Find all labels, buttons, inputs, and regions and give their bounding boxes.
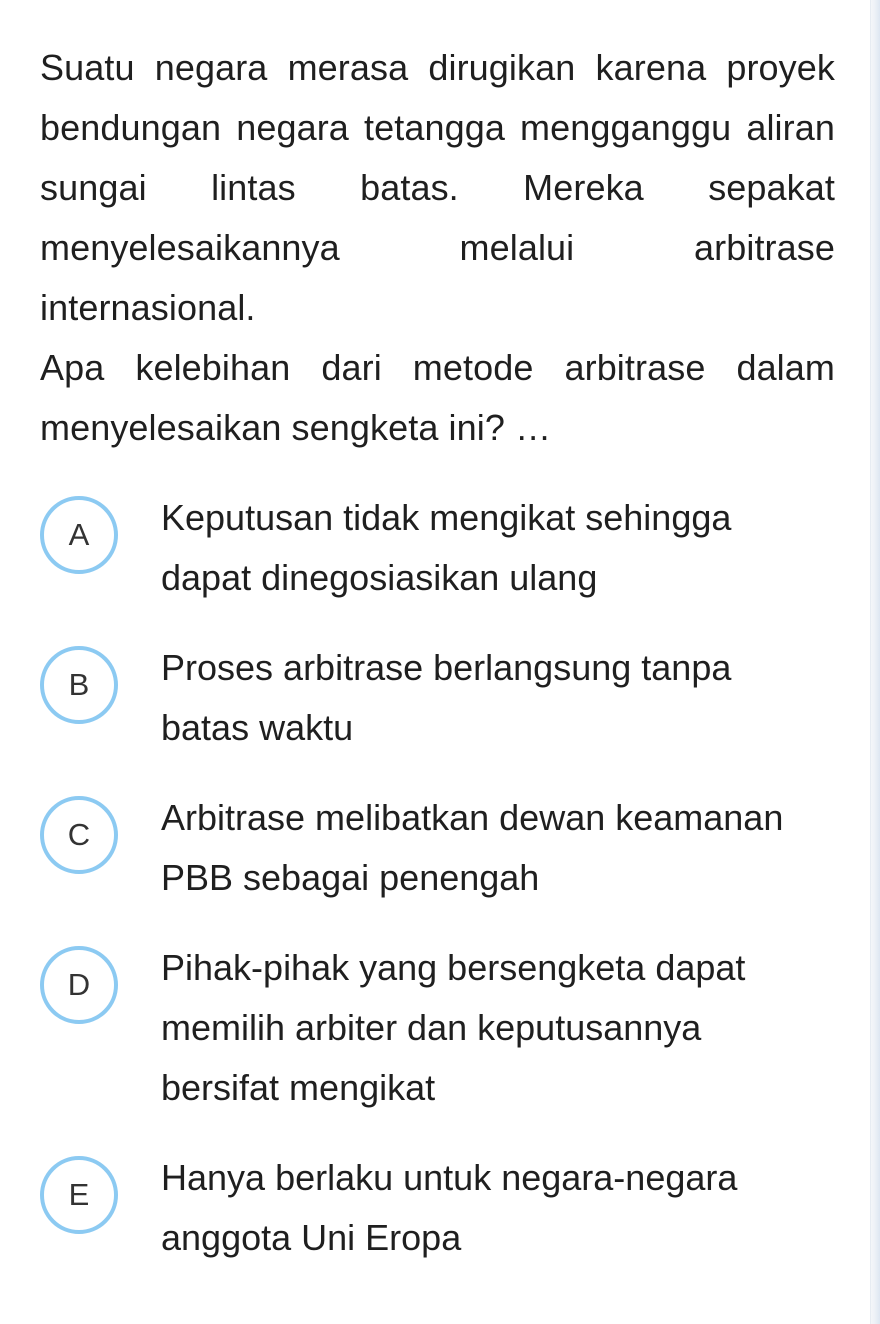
answer-options: [40, 496, 840, 1266]
question-context: Suatu negara merasa dirugikan karena proyek bendungan negara tetangga mengganggu aliran sungai lintas batas. Mereka sepakat menyelesaikannya melalui arbitrase internasional.: [40, 47, 835, 328]
option-d-radio[interactable]: [40, 946, 118, 1024]
option-b-radio[interactable]: [40, 646, 118, 724]
option-a-letter: A: [68, 517, 90, 552]
question-prompt: Apa kelebihan dari metode arbitrase dalam menyelesaikan sengketa ini? …: [40, 347, 835, 448]
option-c-radio[interactable]: [40, 796, 118, 874]
option-b-letter: B: [68, 667, 90, 702]
option-b-text: Proses arbitrase berlangsung tanpa batas waktu: [161, 647, 732, 748]
option-e-letter: E: [68, 1177, 90, 1212]
option-d-letter: D: [67, 967, 91, 1002]
question-text: [40, 38, 835, 458]
right-edge-rail: [870, 0, 880, 1324]
option-e[interactable]: [40, 1156, 840, 1266]
option-c-text: Arbitrase melibatkan dewan keamanan PBB sebagai penengah: [161, 797, 784, 898]
option-d-text: Pihak-pihak yang bersengketa dapat memilih arbiter dan keputusannya bersifat mengikat: [161, 947, 746, 1108]
option-d[interactable]: [40, 946, 840, 1156]
option-a-text: Keputusan tidak mengikat sehingga dapat dinegosiasikan ulang: [161, 497, 732, 598]
option-c[interactable]: [40, 796, 840, 946]
option-e-text: Hanya berlaku untuk negara-negara anggota Uni Eropa: [161, 1157, 738, 1258]
option-c-letter: C: [67, 817, 91, 852]
option-b[interactable]: [40, 646, 840, 796]
option-a-radio[interactable]: [40, 496, 118, 574]
option-a[interactable]: [40, 496, 840, 646]
option-e-radio[interactable]: [40, 1156, 118, 1234]
